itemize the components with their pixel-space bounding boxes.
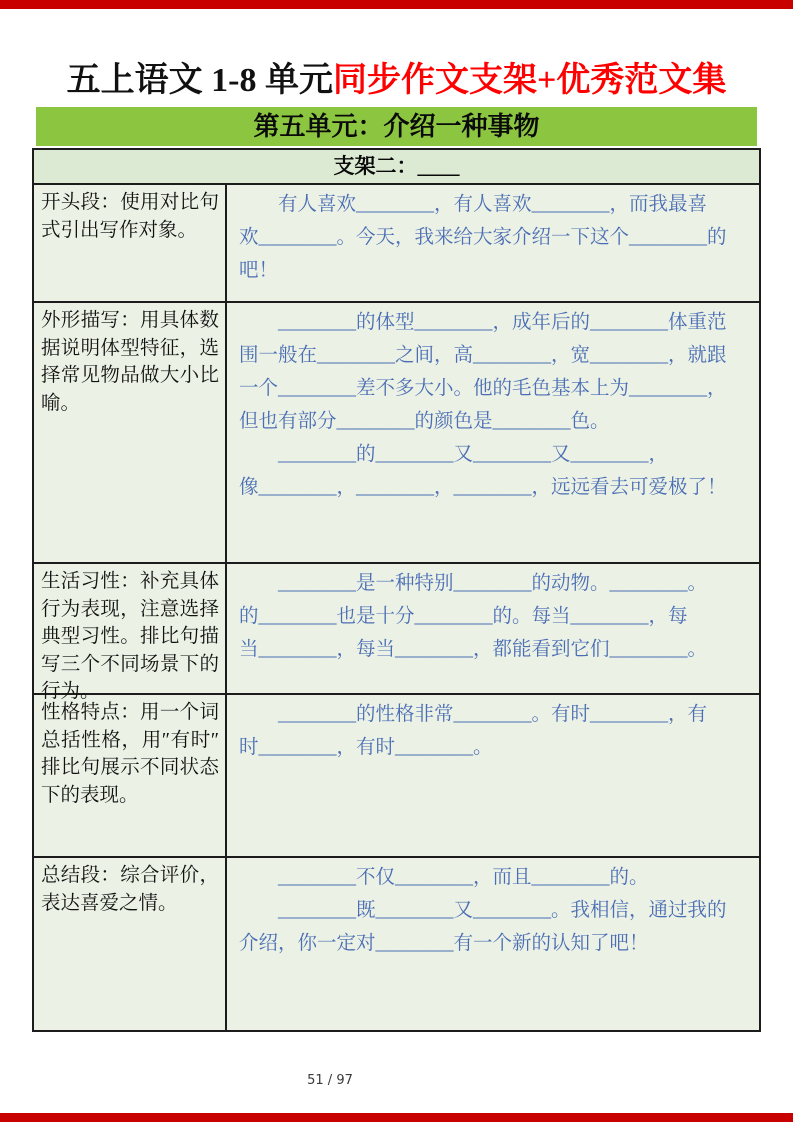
template-line: 时________，有时________。 bbox=[239, 737, 493, 758]
template-line: 一个________差不多大小。他的毛色基本上为________， bbox=[239, 378, 727, 399]
table-row bbox=[34, 858, 759, 1030]
template-line: ________既________又________。我相信，通过我的 bbox=[239, 900, 727, 921]
template-cell bbox=[227, 695, 759, 856]
table-row bbox=[34, 564, 759, 702]
scaffold-table bbox=[32, 148, 761, 1032]
table-row bbox=[34, 185, 759, 303]
page-number: 51 / 97 bbox=[307, 1073, 353, 1088]
table-row bbox=[34, 303, 759, 564]
template-line: ________的性格非常________。有时________，有 bbox=[239, 704, 708, 725]
guide-cell: 开头段：使用对比句式引出写作对象。 bbox=[34, 185, 227, 301]
table-row bbox=[34, 695, 759, 858]
template-cell bbox=[227, 185, 759, 301]
template-line: 像________，________，________，远远看去可爱极了！ bbox=[239, 477, 727, 498]
page-title bbox=[0, 52, 793, 101]
template-line: 但也有部分________的颜色是________色。 bbox=[239, 411, 610, 432]
template-line: ________的体型________，成年后的________体重范 bbox=[239, 312, 727, 333]
template-line: 围一般在________之间，高________，宽________，就跟 bbox=[239, 345, 727, 366]
template-cell bbox=[227, 303, 759, 562]
template-cell bbox=[227, 858, 759, 1030]
guide-cell: 生活习性：补充具体行为表现，注意选择典型习性。排比句描写三个不同场景下的行为。 bbox=[34, 564, 227, 706]
template-line: 当________，每当________，都能看到它们________。 bbox=[239, 639, 708, 660]
template-cell bbox=[227, 564, 759, 706]
guide-cell: 总结段：综合评价，表达喜爱之情。 bbox=[34, 858, 227, 1030]
table-header: 支架二：____ bbox=[34, 150, 759, 185]
template-line: ________的________又________又________， bbox=[239, 444, 669, 465]
title-red-part: 同步作文支架+优秀范文集 bbox=[332, 62, 727, 99]
bottom-red-bar bbox=[0, 1113, 793, 1122]
top-red-bar bbox=[0, 0, 793, 9]
template-line: ________是一种特别________的动物。________。 bbox=[239, 573, 708, 594]
template-line: ________不仅________，而且________的。 bbox=[239, 867, 649, 888]
template-line: 有人喜欢________，有人喜欢________，而我最喜 bbox=[239, 194, 708, 215]
table-body bbox=[34, 185, 759, 1030]
template-line: 吧！ bbox=[239, 260, 279, 281]
template-line: 欢________。今天，我来给大家介绍一下这个________的 bbox=[239, 227, 727, 248]
guide-cell: 外形描写：用具体数据说明体型特征，选择常见物品做大小比喻。 bbox=[34, 303, 227, 562]
title-black-part: 五上语文 1-8 单元 bbox=[66, 62, 333, 99]
guide-cell: 性格特点：用一个词总括性格，用″有时″排比句展示不同状态下的表现。 bbox=[34, 695, 227, 856]
template-line: 介绍，你一定对________有一个新的认知了吧！ bbox=[239, 933, 649, 954]
unit-banner: 第五单元：介绍一种事物 bbox=[36, 107, 757, 146]
template-line: 的________也是十分________的。每当________，每 bbox=[239, 606, 688, 627]
